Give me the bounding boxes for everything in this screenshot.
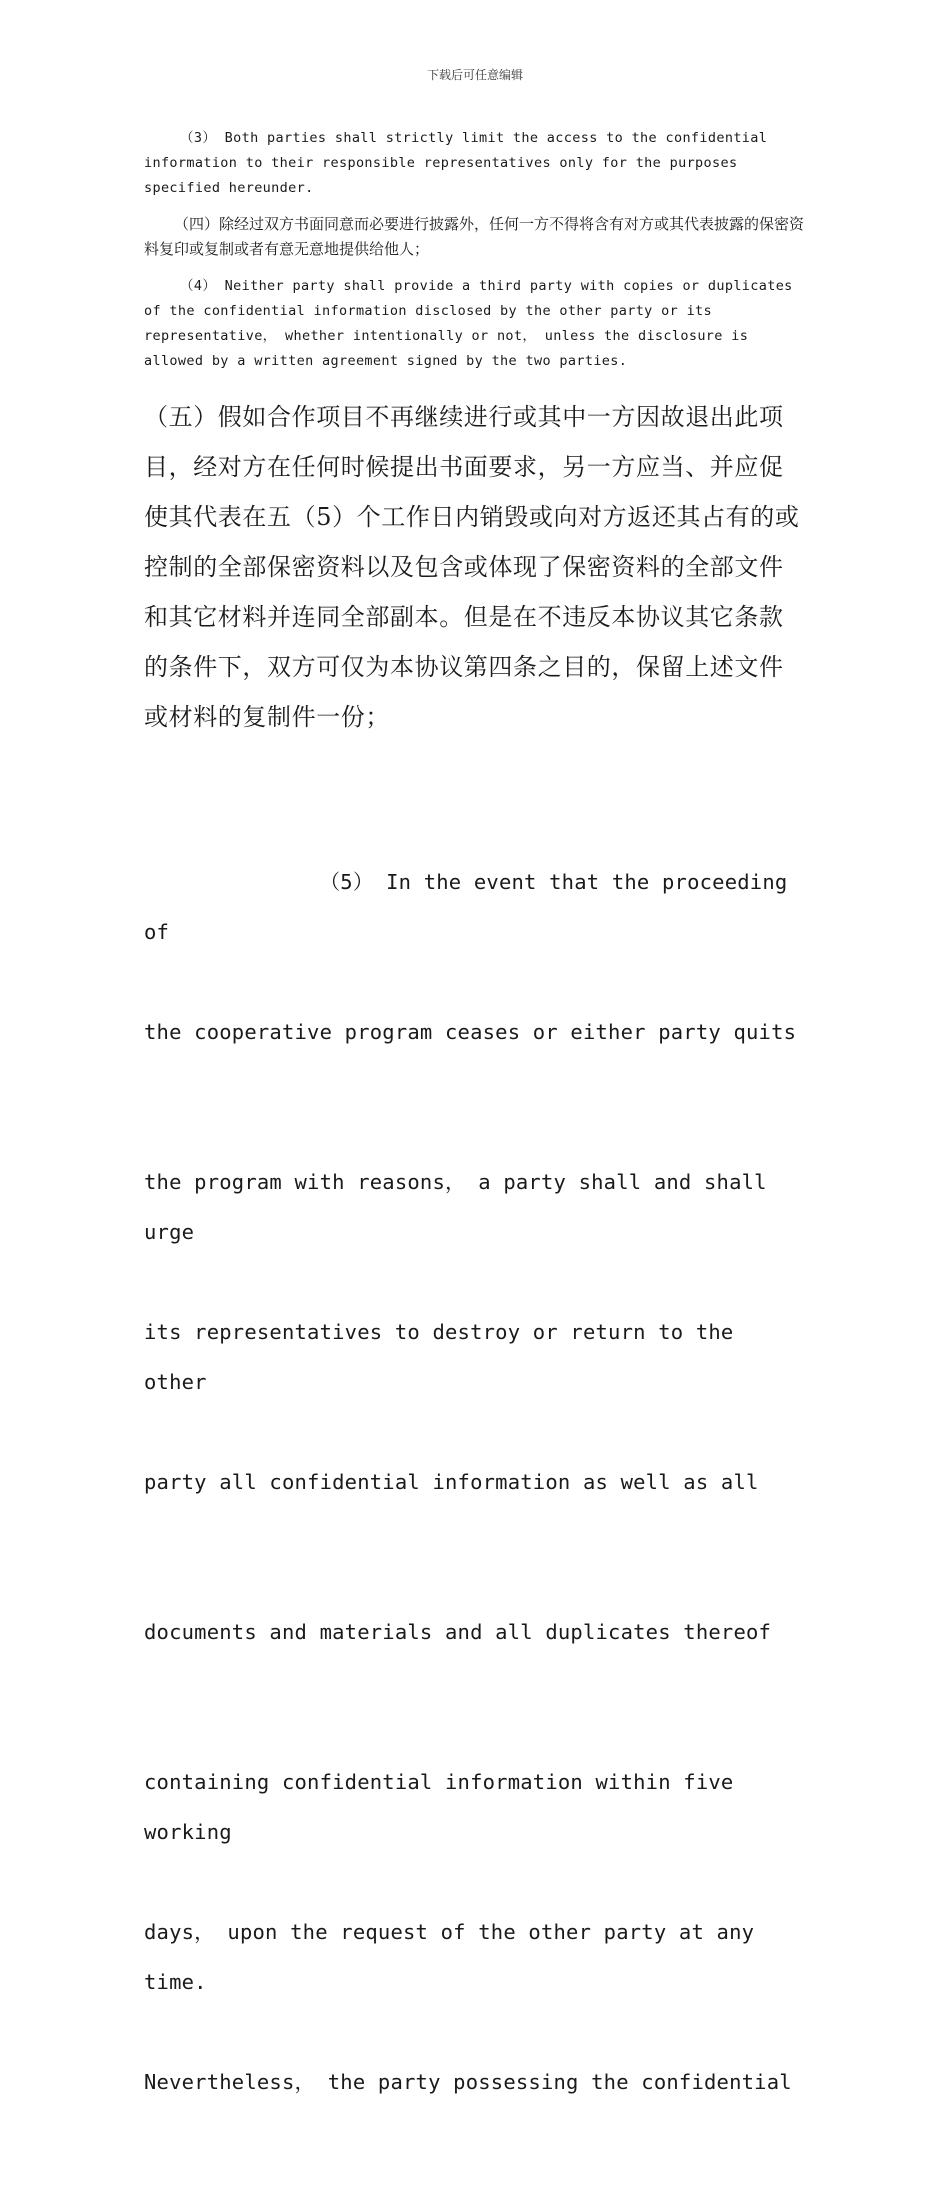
clause-5-english-line: the program with reasons， a party shall and shall urge bbox=[144, 1170, 780, 1244]
clause-5-english-line: containing confidential information within five working bbox=[144, 1770, 747, 1844]
clause-5-english-line: days， upon the request of the other party at any time. bbox=[144, 1920, 767, 1994]
clause-5-english-line: party all confidential information as well as all bbox=[144, 1470, 759, 1494]
clause-5-english-line: documents and materials and all duplicates thereof bbox=[144, 1620, 772, 1644]
clause-4-chinese: （四）除经过双方书面同意而必要进行披露外，任何一方不得将含有对方或其代表披露的保密资料复印或复制或者有意无意地提供给他人； bbox=[144, 215, 805, 258]
clause-3-english: （3） Both parties shall strictly limit the access to the confidential information to their responsible representatives only for the purposes specified hereunder. bbox=[144, 130, 776, 196]
clause-5-english-line: Nevertheless， the party possessing the confidential bbox=[144, 2070, 792, 2094]
clause-5-english bbox=[144, 757, 808, 2207]
clause-5-english-line: （5） In the event that the proceeding of bbox=[144, 870, 800, 944]
clause-5-english-line: its representatives to destroy or return to the other bbox=[144, 1320, 747, 1394]
page-header-note: 下载后可任意编辑 bbox=[426, 68, 523, 82]
clause-4-english: （4） Neither party shall provide a third party with copies or duplicates of the confidential information disclosed by the other party or its representative， whether intentionally or not， unless the disclosure is allowed by a written agreement signed by the two parties. bbox=[144, 278, 802, 369]
clause-5-chinese: （五）假如合作项目不再继续进行或其中一方因故退出此项目，经对方在任何时候提出书面要求，另一方应当、并应促使其代表在五（5）个工作日内销毁或向对方返还其占有的或控制的全部保密资料以及包含或体现了保密资料的全部文件和其它材料并连同全部副本。但是在不违反本协议其它条款的条件下，双方可仅为本协议第四条之目的，保留上述文件或材料的复制件一份； bbox=[144, 403, 800, 731]
clause-5-english-line: the cooperative program ceases or either party quits bbox=[144, 1020, 797, 1044]
